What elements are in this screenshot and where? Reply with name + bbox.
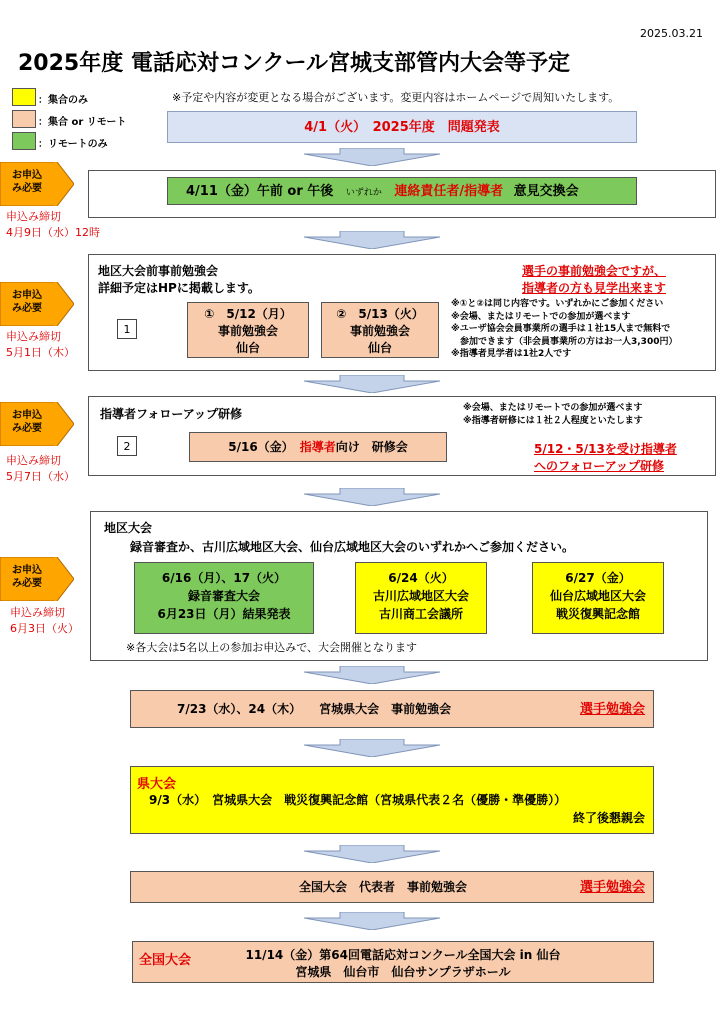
followup-box: 5/16（金） 指導者向け 研修会 xyxy=(189,432,447,462)
pref-study-tag: 選手勉強会 xyxy=(579,702,645,717)
legend-remote-only: ：リモートのみ xyxy=(38,139,108,150)
furukawa-contest-box: 6/24（火） 古川広域地区大会 古川商工会議所 xyxy=(355,562,487,634)
exchange-event: 意見交換会 xyxy=(513,184,579,199)
study-red-note-2: 指導者の方も見学出来ます xyxy=(522,281,667,295)
national-contest-line1: 11/14（金）第64回電話応対コンクール全国大会 in 仙台 xyxy=(245,948,561,962)
pref-contest-box xyxy=(130,766,654,834)
flow-arrow-8 xyxy=(304,912,440,930)
national-study-box xyxy=(130,871,654,903)
study-session-2: ② 5/13（火） 事前勉強会 仙台 xyxy=(321,302,439,358)
legend-meeting-only: ：集合のみ xyxy=(38,95,88,106)
sendai-contest-box: 6/27（金） 仙台広域地区大会 戦災復興記念館 xyxy=(532,562,664,634)
exchange-date: 4/11（金）午前 or 午後 xyxy=(186,184,334,199)
deadline-1-line1: 申込み締切 xyxy=(6,210,61,223)
district-description: 録音審査か、古川広域地区大会、仙台広域地区大会のいずれかへご参加ください。 xyxy=(130,540,575,554)
deadline-3-line1: 申込み締切 xyxy=(6,454,61,467)
flow-arrow-2 xyxy=(304,231,440,249)
district-heading: 地区大会 xyxy=(104,521,153,535)
pref-contest-line2: 終了後懇親会 xyxy=(572,811,645,825)
national-contest-box xyxy=(132,941,654,983)
apply-required-label-2: お申込 み必要 xyxy=(12,290,42,314)
apply-required-label-4: お申込 み必要 xyxy=(12,565,42,589)
legend-meeting-or-remote: ：集合 or リモート xyxy=(38,117,127,128)
legend-swatch-yellow xyxy=(12,88,36,106)
national-study-text: 全国大会 代表者 事前勉強会 xyxy=(299,880,468,894)
exchange-role: 連絡責任者/指導者 xyxy=(394,184,504,199)
flow-arrow-6 xyxy=(304,739,440,757)
flow-arrow-5 xyxy=(304,666,440,684)
pref-contest-label: 県大会 xyxy=(137,777,177,792)
pref-study-box xyxy=(130,690,654,728)
deadline-2-line1: 申込み締切 xyxy=(6,330,61,343)
apply-required-label-1: お申込 み必要 xyxy=(12,170,42,194)
exchange-meeting-box xyxy=(167,177,637,205)
deadline-3-line2: 5月7日（水） xyxy=(6,470,75,483)
district-note: ※各大会は5名以上の参加お申込みで、大会開催となります xyxy=(126,641,417,654)
flow-arrow-3 xyxy=(304,375,440,393)
deadline-1-line2: 4月9日（水）12時 xyxy=(6,226,100,239)
flow-arrow-4 xyxy=(304,488,440,506)
flow-arrow-7 xyxy=(304,845,440,863)
followup-red-note-1: 5/12・5/13を受け指導者 xyxy=(534,442,677,456)
deadline-4-line2: 6月3日（火） xyxy=(10,622,79,635)
study-heading: 地区大会前事前勉強会 xyxy=(98,264,219,278)
document-date: 2025.03.21 xyxy=(640,27,703,40)
recording-contest-box: 6/16（月）、17（火） 録音審査大会 6月23日（月）結果発表 xyxy=(134,562,314,634)
study-number: 1 xyxy=(117,319,137,339)
study-session-1: ① 5/12（月） 事前勉強会 仙台 xyxy=(187,302,309,358)
apply-required-label-3: お申込 み必要 xyxy=(12,410,42,434)
change-notice: ※予定や内容が変更となる場合がございます。変更内容はホームページで周知いたします。 xyxy=(172,91,620,104)
pref-study-text: 7/23（水）、24（木） 宮城県大会 事前勉強会 xyxy=(177,702,452,716)
followup-heading: 指導者フォローアップ研修 xyxy=(100,407,242,421)
page-title: 2025年度 電話応対コンクール宮城支部管内大会等予定 xyxy=(18,51,571,76)
deadline-4-line1: 申込み締切 xyxy=(10,606,65,619)
study-red-note-1: 選手の事前勉強会ですが、 xyxy=(522,264,667,278)
followup-red-note-2: へのフォローアップ研修 xyxy=(534,459,664,473)
national-study-tag: 選手勉強会 xyxy=(579,880,645,895)
problem-release-box: 4/1（火） 2025年度 問題発表 xyxy=(167,111,637,143)
national-contest-line2: 宮城県 仙台市 仙台サンプラザホール xyxy=(295,965,511,979)
followup-notes: ※会場、またはリモートでの参加が選べます ※指導者研修には１社２人程度といたします xyxy=(463,403,643,426)
national-contest-label: 全国大会 xyxy=(139,953,192,968)
study-notes: ※①と②は同じ内容です。いずれかにご参加ください ※会場、またはリモートでの参加が選べます ※ユーザ協会会員事業所の選手は１社15人まで無料で 参加できます（非会員事業所の方はお一人3,300円） ※指導者見学者は1社2人です xyxy=(451,299,678,359)
study-subheading: 詳細予定はHPに掲載します。 xyxy=(98,281,260,295)
followup-number: 2 xyxy=(117,436,137,456)
deadline-2-line2: 5月1日（木） xyxy=(6,346,75,359)
pref-contest-line1: 9/3（水） 宮城県大会 戦災復興記念館（宮城県代表２名（優勝・準優勝）） xyxy=(149,793,567,807)
legend-swatch-green xyxy=(12,132,36,150)
legend-swatch-peach xyxy=(12,110,36,128)
flow-arrow-1 xyxy=(304,148,440,166)
exchange-either: いずれか xyxy=(345,188,382,198)
